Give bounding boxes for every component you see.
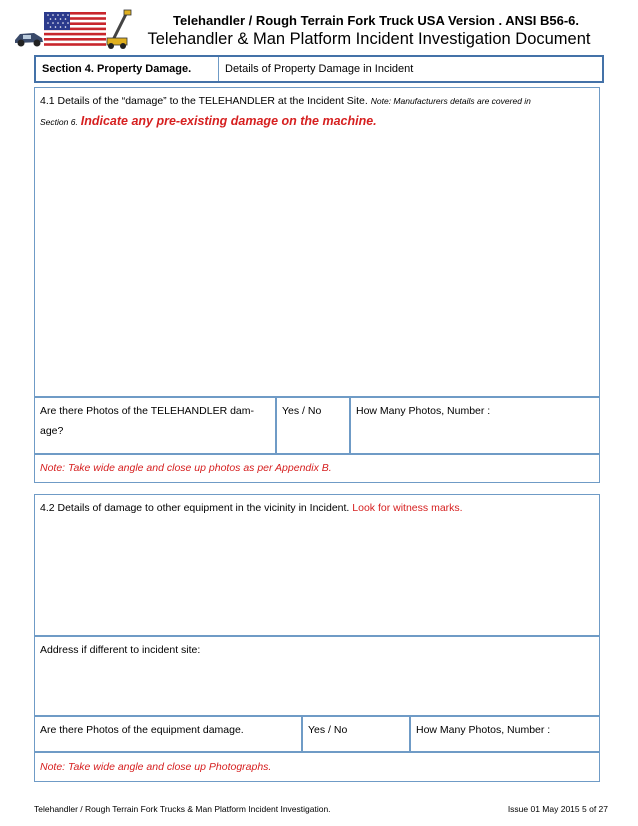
photo-count-label: How Many Photos, Number : bbox=[356, 405, 491, 417]
other-equipment-prompt: 4.2 Details of damage to other equipment in the vicinity in Incident. Look for witness marks. bbox=[40, 502, 463, 514]
equipment-photo-note: Note: Take wide angle and close up Photographs. bbox=[40, 761, 272, 773]
footer-title: Telehandler / Rough Terrain Fork Trucks & Man Platform Incident Investigation. bbox=[34, 804, 331, 814]
page-footer bbox=[34, 804, 608, 814]
section-title: Section 4. Property Damage. bbox=[36, 57, 219, 81]
car-icon bbox=[12, 26, 46, 48]
footer-page-info: Issue 01 May 2015 5 of 27 bbox=[507, 804, 608, 814]
equipment-photos-question: Are there Photos of the equipment damage. bbox=[40, 724, 244, 736]
header-title: Telehandler / Rough Terrain Fork Truck USA Version . ANSI B56-6. bbox=[173, 13, 579, 28]
usa-flag-icon bbox=[44, 12, 106, 46]
witness-marks-note: Look for witness marks. bbox=[352, 502, 463, 514]
pre-existing-damage-instruction: Indicate any pre-existing damage on the machine. bbox=[80, 114, 377, 128]
equipment-photo-count-label: How Many Photos, Number : bbox=[416, 724, 551, 736]
equipment-yes-no-label: Yes / No bbox=[308, 724, 348, 736]
telehandler-damage-prompt bbox=[34, 87, 600, 136]
section-header bbox=[34, 55, 604, 83]
document-title: Telehandler & Man Platform Incident Investigation Document bbox=[147, 30, 591, 48]
address-label: Address if different to incident site: bbox=[40, 644, 201, 656]
photos-question: Are there Photos of the TELEHANDLER dam- age? bbox=[40, 405, 254, 437]
yes-no-label: Yes / No bbox=[282, 405, 322, 417]
telehandler-icon bbox=[104, 8, 136, 50]
section-subtitle: Details of Property Damage in Incident bbox=[225, 63, 414, 75]
manufacturer-note: Note: Manufacturers details are covered in bbox=[370, 96, 531, 106]
damage-prompt-text: 4.1 Details of the “damage” to the TELEHANDLER at the Incident Site. bbox=[40, 95, 368, 107]
section-reference: Section 6. bbox=[40, 117, 78, 127]
photo-note: Note: Take wide angle and close up photos as per Appendix B. bbox=[40, 462, 332, 474]
